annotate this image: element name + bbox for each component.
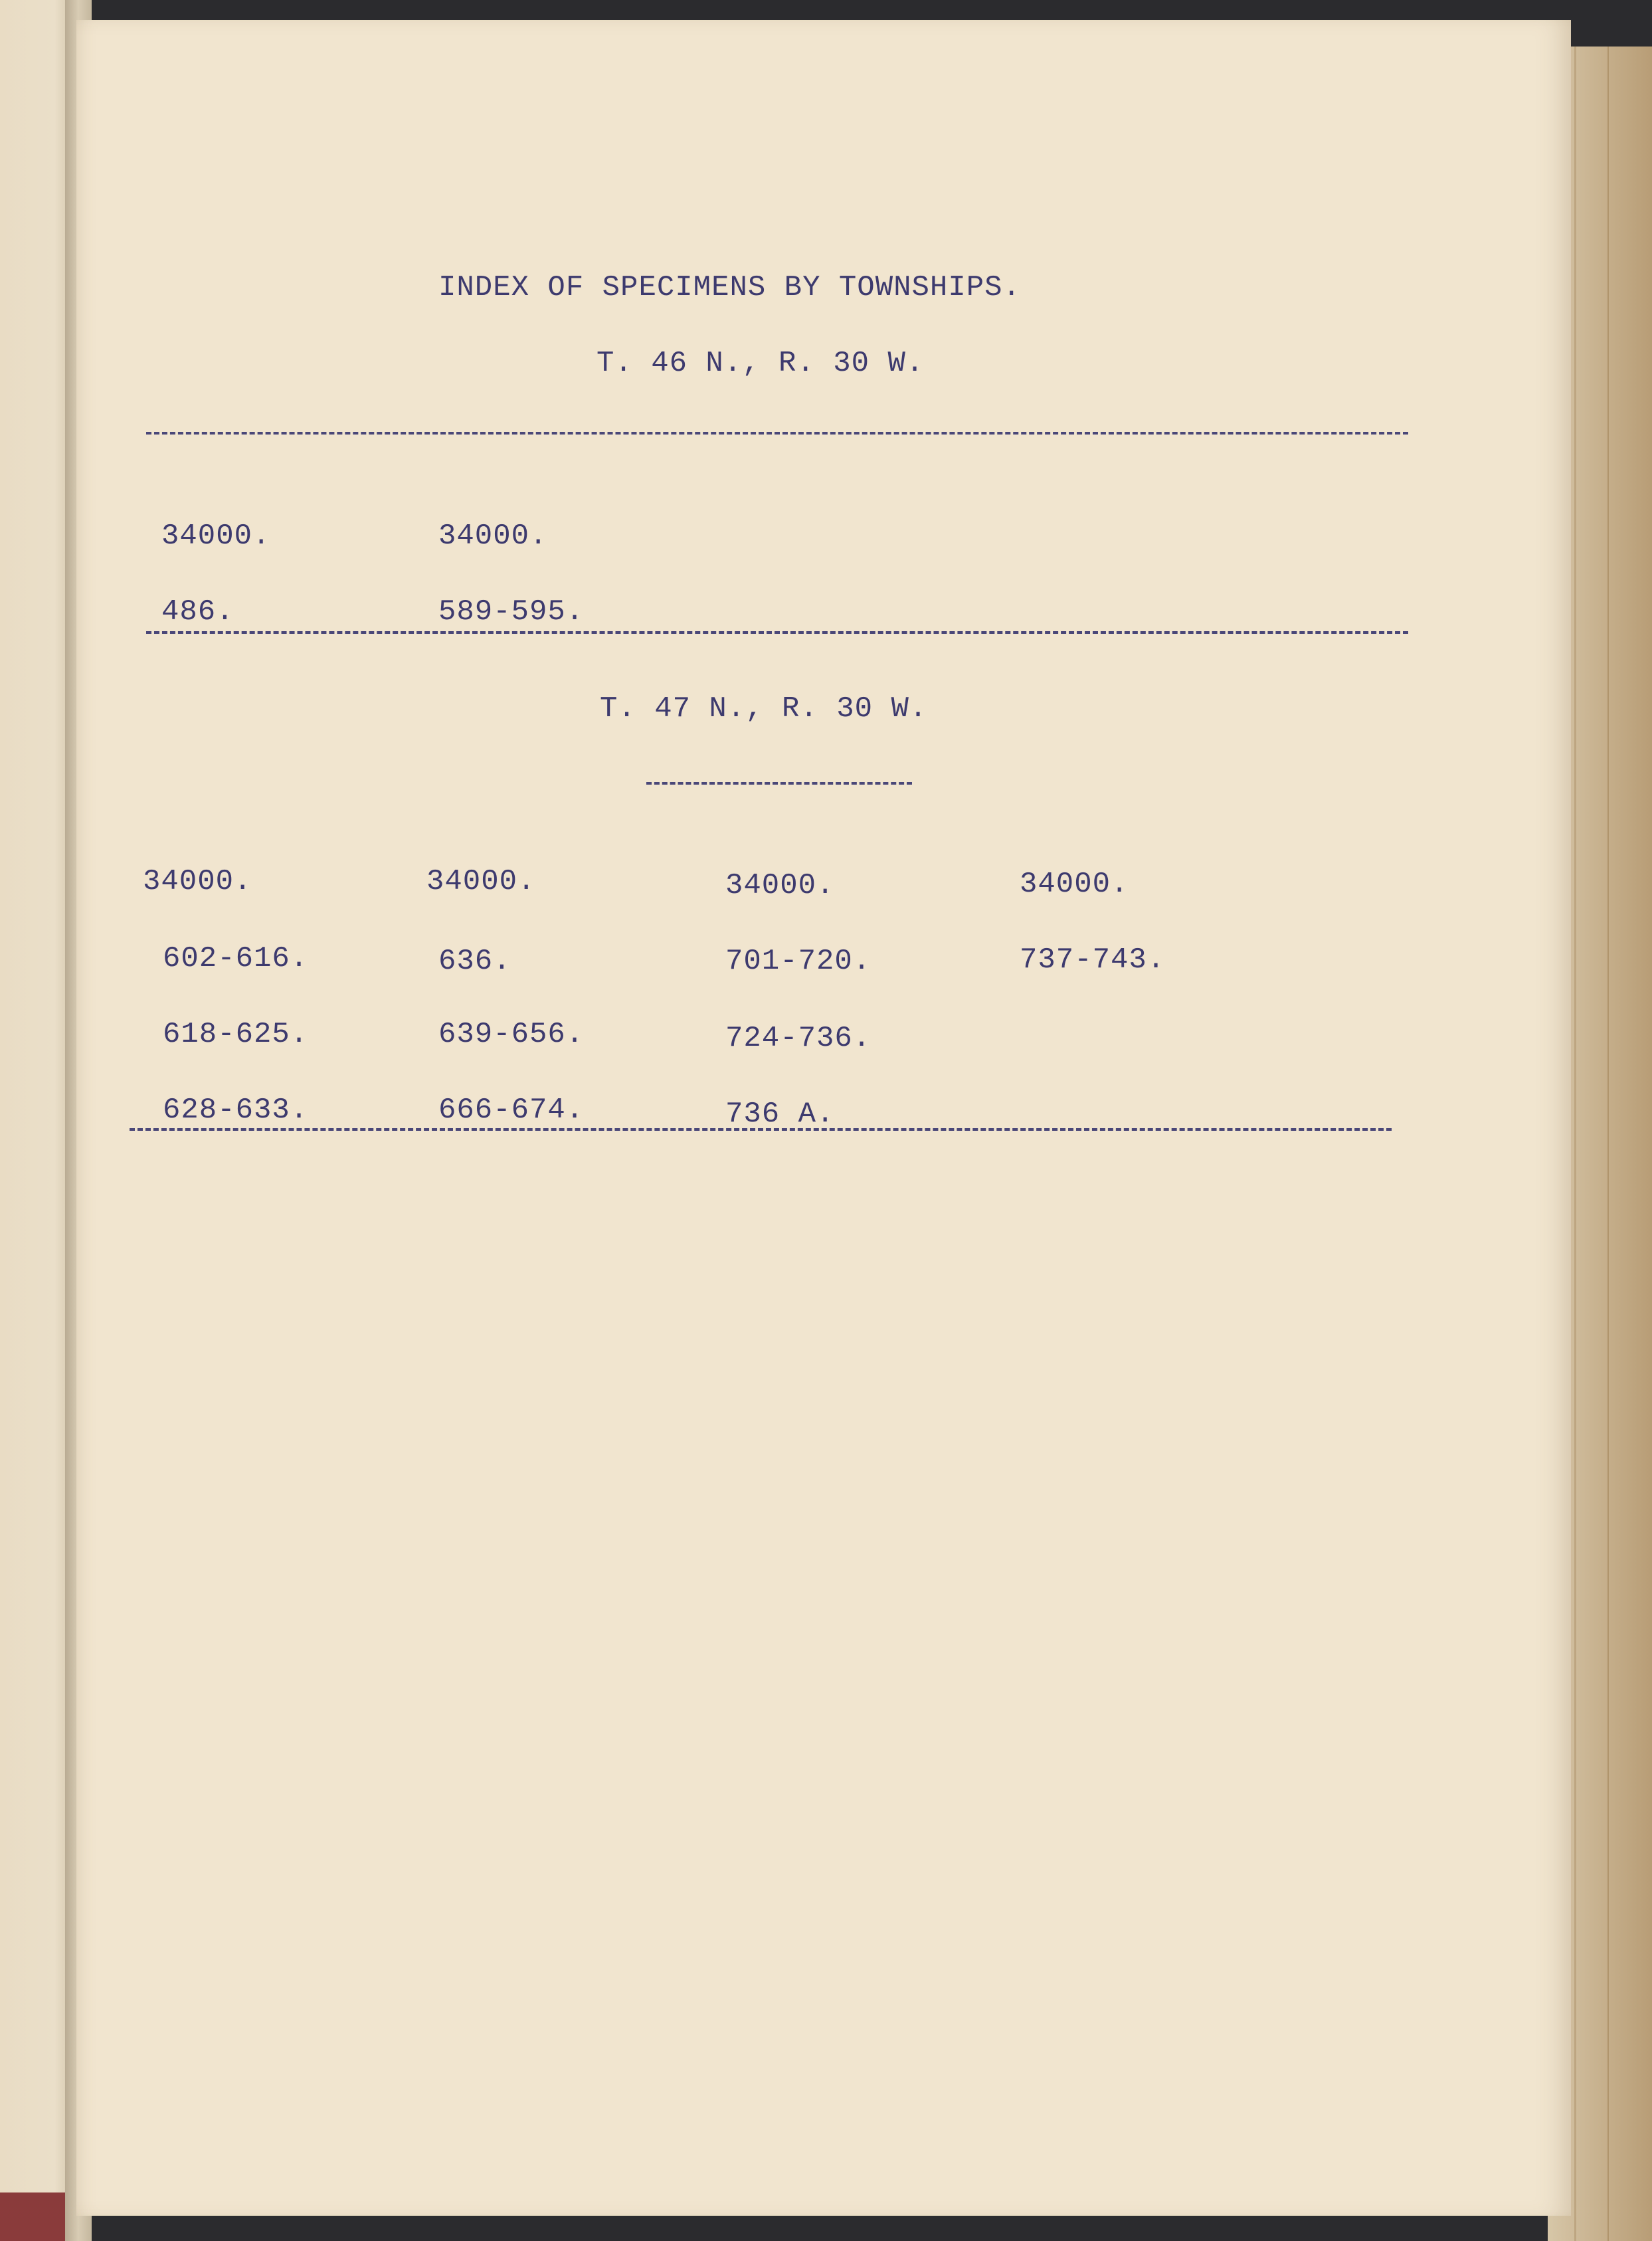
t47-cell: 737-743. bbox=[1020, 943, 1166, 977]
divider-line bbox=[146, 432, 1408, 435]
left-page-binding bbox=[0, 2192, 73, 2241]
t47-cell: 724-736. bbox=[725, 1022, 872, 1055]
t47-cell: 628-633. bbox=[163, 1094, 309, 1127]
t47-cell: 34000. bbox=[1020, 868, 1129, 901]
t47-cell: 34000. bbox=[725, 869, 835, 902]
t47-cell: 34000. bbox=[426, 865, 536, 898]
t46-cell: 486. bbox=[161, 595, 234, 629]
t47-cell: 34000. bbox=[143, 865, 252, 898]
t47-cell: 701-720. bbox=[725, 945, 872, 978]
t46-cell: 34000. bbox=[438, 520, 548, 553]
page-title: INDEX OF SPECIMENS BY TOWNSHIPS. bbox=[438, 271, 1021, 304]
section-heading-t46: T. 46 N., R. 30 W. bbox=[597, 347, 925, 380]
t47-cell: 666-674. bbox=[438, 1094, 585, 1127]
t47-cell: 736 A. bbox=[725, 1098, 835, 1131]
document-page bbox=[76, 20, 1571, 2216]
t47-cell: 602-616. bbox=[163, 942, 309, 975]
section-heading-t47: T. 47 N., R. 30 W. bbox=[600, 692, 928, 726]
t46-cell: 34000. bbox=[161, 520, 271, 553]
t46-cell: 589-595. bbox=[438, 595, 585, 629]
t47-cell: 636. bbox=[438, 945, 511, 978]
t47-cell: 639-656. bbox=[438, 1018, 585, 1051]
t47-cell: 618-625. bbox=[163, 1018, 309, 1051]
heading-underline bbox=[646, 782, 912, 785]
divider-line bbox=[146, 631, 1408, 634]
divider-line bbox=[130, 1128, 1392, 1131]
